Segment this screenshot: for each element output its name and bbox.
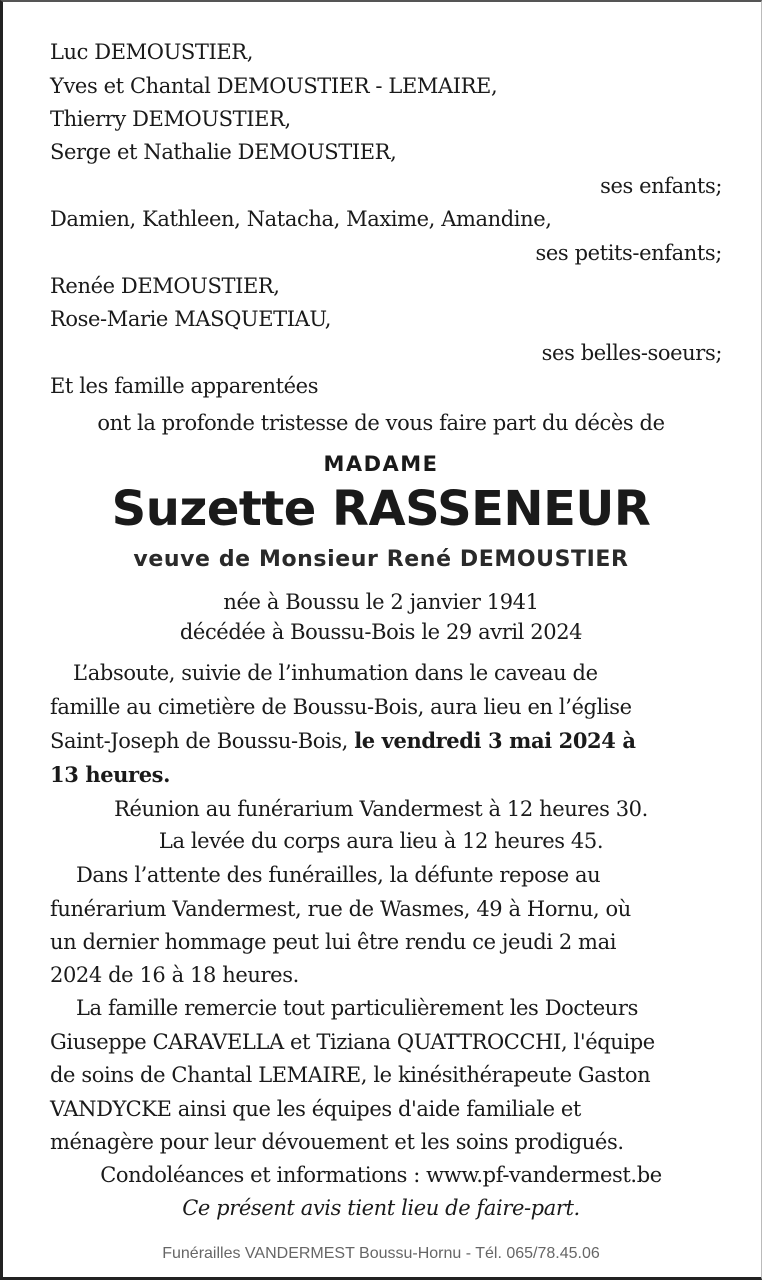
- family-child-2: Yves et Chantal DEMOUSTIER - LEMAIRE,: [50, 74, 498, 98]
- ceremony-place: Saint-Joseph de Boussu-Bois,: [50, 729, 355, 753]
- sister-in-law-2: Rose-Marie MASQUETIAU,: [50, 307, 332, 331]
- deceased-title: MADAME: [323, 452, 439, 476]
- sisters-in-law-label: ses belles-soeurs;: [541, 341, 722, 365]
- children-label: ses enfants;: [600, 174, 722, 198]
- grandchildren-label: ses petits-enfants;: [535, 241, 722, 265]
- family-child-1: Luc DEMOUSTIER,: [50, 40, 253, 64]
- repose-line-3: un dernier hommage peut lui être rendu ce jeudi 2 mai: [50, 930, 617, 954]
- widow-of: veuve de Monsieur René DEMOUSTIER: [133, 547, 629, 572]
- thanks-line-3: de soins de Chantal LEMAIRE, le kinésithérapeute Gaston: [50, 1063, 651, 1087]
- birth-info: née à Boussu le 2 janvier 1941: [223, 590, 539, 614]
- thanks-line-4: VANDYCKE ainsi que les équipes d'aide familiale et: [50, 1097, 581, 1121]
- funeral-home-footer: Funérailles VANDERMEST Boussu-Hornu - Tél. 065/78.45.06: [162, 1245, 600, 1262]
- repose-line-1: Dans l’attente des funérailles, la défunte repose au: [76, 863, 601, 887]
- deceased-name: Suzette RASSENEUR: [111, 481, 651, 537]
- ceremony-date: le vendredi 3 mai 2024 à: [354, 728, 636, 753]
- family-child-4: Serge et Nathalie DEMOUSTIER,: [50, 140, 397, 164]
- thanks-line-2: Giuseppe CARAVELLA et Tiziana QUATTROCCHI, l'équipe: [50, 1030, 655, 1054]
- ceremony-line-3: [50, 726, 722, 756]
- thanks-line-1: La famille remercie tout particulièrement les Docteurs: [76, 996, 638, 1020]
- condolences-info: Condoléances et informations : www.pf-vandermest.be: [100, 1163, 662, 1187]
- notice-statement: Ce présent avis tient lieu de faire-part.: [182, 1196, 580, 1220]
- sister-in-law-1: Renée DEMOUSTIER,: [50, 274, 280, 298]
- announcement: ont la profonde tristesse de vous faire part du décès de: [97, 411, 665, 435]
- related-families: Et les famille apparentées: [50, 374, 319, 398]
- family-child-3: Thierry DEMOUSTIER,: [50, 107, 291, 131]
- repose-line-2: funérarium Vandermest, rue de Wasmes, 49 à Hornu, où: [50, 897, 631, 921]
- death-info: décédée à Boussu-Bois le 29 avril 2024: [179, 620, 583, 644]
- meeting-info: Réunion au funérarium Vandermest à 12 heures 30.: [114, 797, 648, 821]
- thanks-line-5: ménagère pour leur dévouement et les soins prodigués.: [50, 1130, 624, 1154]
- ceremony-time: 13 heures.: [50, 762, 170, 787]
- ceremony-line-1: L’absoute, suivie de l’inhumation dans le caveau de: [73, 661, 598, 685]
- grandchildren: Damien, Kathleen, Natacha, Maxime, Amandine,: [50, 207, 552, 231]
- levee-info: La levée du corps aura lieu à 12 heures 45.: [158, 829, 604, 853]
- repose-line-4: 2024 de 16 à 18 heures.: [50, 963, 299, 987]
- ceremony-line-2: famille au cimetière de Boussu-Bois, aura lieu en l’église: [50, 695, 632, 719]
